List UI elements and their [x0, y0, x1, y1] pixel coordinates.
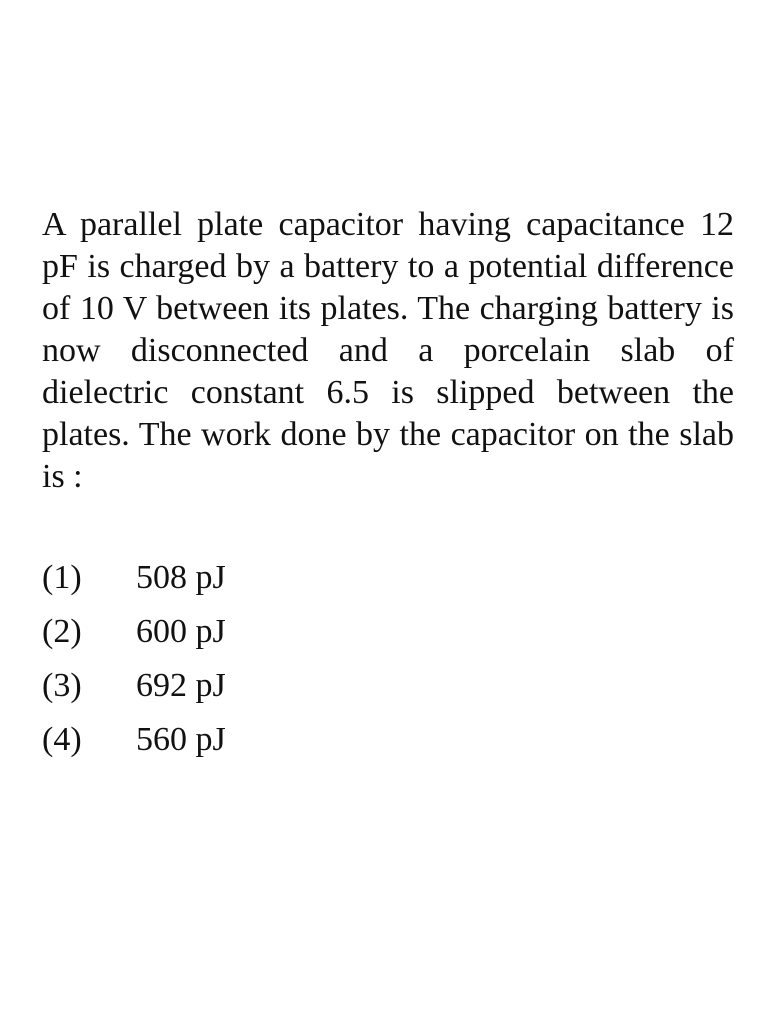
option-number: (1) — [42, 559, 82, 596]
option-text: 600 pJ — [136, 613, 226, 650]
question-text: A parallel plate capacitor having capacitance 12 pF is charged by a battery to a potential difference of 10 V between its plates. The charging battery is now disconnected and a porcelain slab of dielectric constant 6.5 is slipped between the plates. The work done by the capacitor on the slab is : — [42, 206, 734, 495]
option-number: (2) — [42, 613, 82, 650]
option-number: (4) — [42, 721, 82, 758]
answer-options — [42, 551, 226, 767]
option-2 — [42, 605, 226, 659]
option-number: (3) — [42, 667, 82, 704]
option-text: 692 pJ — [136, 667, 226, 704]
option-3 — [42, 659, 226, 713]
option-text: 508 pJ — [136, 559, 226, 596]
option-1 — [42, 551, 226, 605]
option-4 — [42, 713, 226, 767]
option-text: 560 pJ — [136, 721, 226, 758]
